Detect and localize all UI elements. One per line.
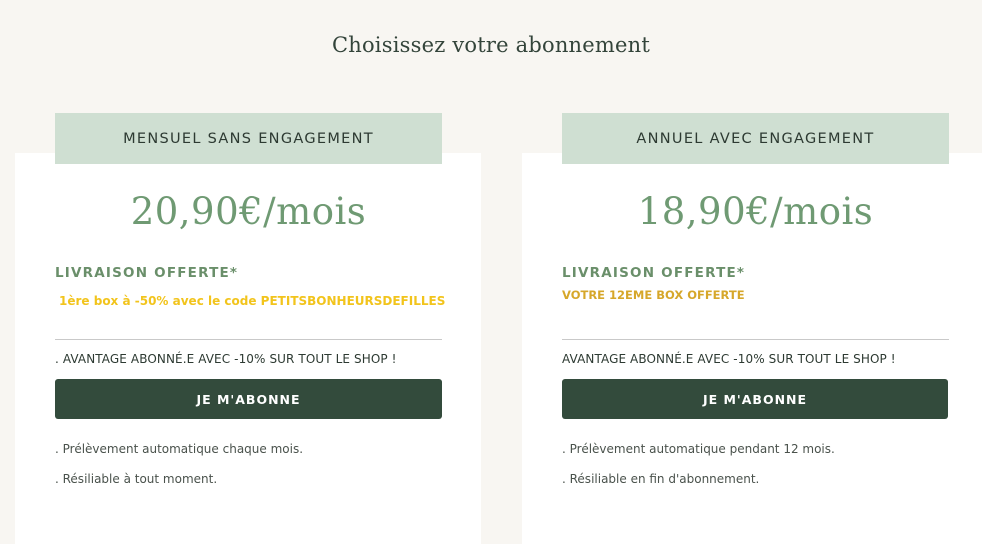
advantage-text-annual: AVANTAGE ABONNÉ.E AVEC -10% SUR TOUT LE SHOP !	[562, 352, 896, 366]
promo-text-annual: VOTRE 12EME BOX OFFERTE	[562, 288, 745, 302]
subscribe-button-monthly[interactable]: JE M'ABONNE	[55, 379, 442, 419]
price-monthly: 20,90€/mois	[130, 190, 367, 233]
advantage-text-monthly: . AVANTAGE ABONNÉ.E AVEC -10% SUR TOUT LE SHOP !	[55, 352, 397, 366]
promo-text-monthly: 1ère box à -50% avec le code PETITSBONHEURSDEFILLES	[59, 294, 446, 308]
divider-monthly	[55, 339, 442, 340]
delivery-info-monthly: LIVRAISON OFFERTE*	[55, 265, 239, 281]
price-annual: 18,90€/mois	[637, 190, 874, 233]
subscribe-button-annual[interactable]: JE M'ABONNE	[562, 379, 948, 419]
note-cancel-monthly: . Résiliable à tout moment.	[55, 472, 218, 486]
note-debit-monthly: . Prélèvement automatique chaque mois.	[55, 442, 304, 456]
delivery-info-annual: LIVRAISON OFFERTE*	[562, 265, 746, 281]
note-debit-annual: . Prélèvement automatique pendant 12 mois.	[562, 442, 835, 456]
note-cancel-annual: . Résiliable en fin d'abonnement.	[562, 472, 760, 486]
page-title: Choisissez votre abonnement	[331, 33, 651, 57]
plan-header-monthly: MENSUEL SANS ENGAGEMENT	[55, 113, 442, 164]
divider-annual	[562, 339, 949, 340]
plan-header-annual: ANNUEL AVEC ENGAGEMENT	[562, 113, 949, 164]
